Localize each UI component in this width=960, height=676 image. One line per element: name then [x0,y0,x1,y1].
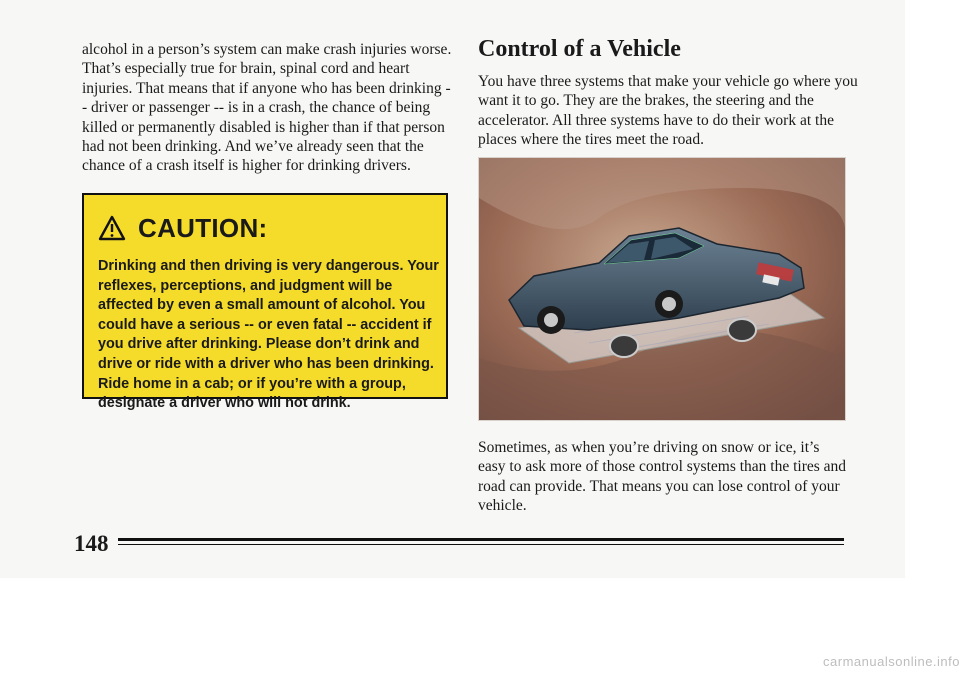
after-image-paragraph: Sometimes, as when you’re driving on snow or ice, it’s easy to ask more of those control systems than the tires and road can provide. That means you can lose control of your vehicle. [478,439,847,515]
section-title: Control of a Vehicle [478,36,681,62]
caution-header [98,209,268,247]
car-on-tire-contact-illustration [478,157,846,421]
footer-rule-thick [118,538,844,541]
page-footer [74,532,844,556]
warning-triangle-icon [98,215,126,241]
caution-text: Drinking and then driving is very dangerous. Your reflexes, perceptions, and judgment will be affected by even a small amount of alcohol. You could have a serious -- or even fatal -- accident if you drive after drinking. Please don’t drink and drive or ride with a driver who has been drinking. Ride home in a cab; or if you’re with a group, designate a driver who will not drink. [98,258,439,412]
body-paragraph: alcohol in a person’s system can make crash injuries worse. That’s especially true for brain, spinal cord and heart injuries. That means that if anyone who has been drinking -- driver or passenger -- is in a crash, the chance of being killed or permanently disabled is higher than if that person had not been drinking. And we’ve already seen that the chance of a crash itself is higher for drinking drivers. [82,41,452,175]
watermark: carmanualsonline.info [823,654,960,669]
right-column [478,34,858,150]
page-number: 148 [74,531,109,556]
left-column [82,40,454,176]
footer-rule-thin [118,544,844,545]
caution-box [82,193,448,412]
caution-title: CAUTION: [138,212,268,243]
intro-paragraph: You have three systems that make your vehicle go where you want it to go. They are the brakes, the steering and the accelerator. All three systems have to do their work at the places where the tires meet the road. [478,73,858,149]
